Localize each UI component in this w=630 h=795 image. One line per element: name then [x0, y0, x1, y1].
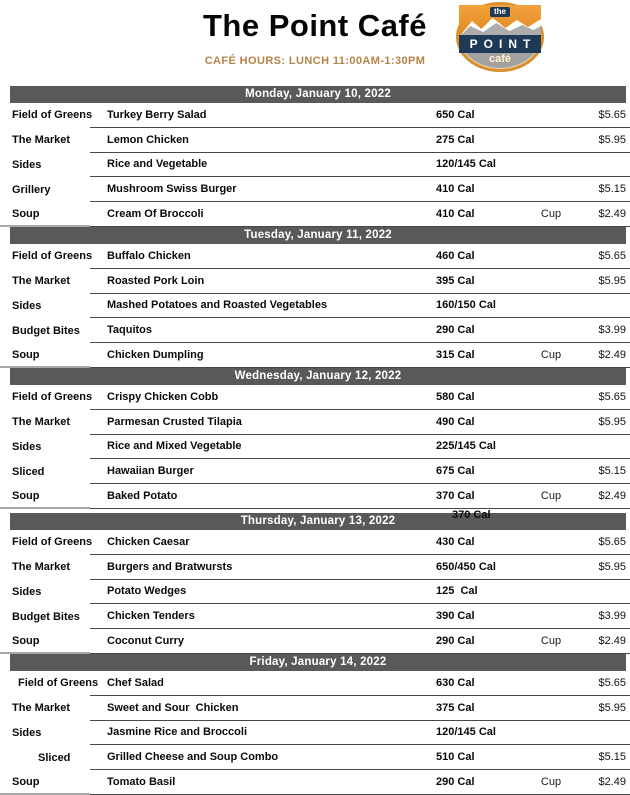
- menu-header: [0, 0, 630, 86]
- menu-row: [0, 202, 630, 227]
- price-cell: $5.65: [598, 249, 626, 262]
- cup-label: Cup: [540, 208, 562, 221]
- menu-row: [0, 745, 630, 770]
- menu-row: [0, 343, 630, 368]
- price-cell: $5.15: [598, 465, 626, 478]
- menu-row: [0, 153, 630, 178]
- menu-row: [0, 604, 630, 629]
- price-cell: $5.95: [598, 133, 626, 146]
- menu-row: [0, 128, 630, 153]
- calories-cell: 120/145 Cal: [436, 158, 496, 171]
- day-section: [0, 654, 630, 795]
- menu-row: [0, 696, 630, 721]
- clipped-row-artifact: 370 Cal: [452, 508, 491, 521]
- cafe-hours: CAFÉ HOURS: LUNCH 11:00AM-1:30PM: [204, 55, 426, 67]
- category-cell: The Market: [12, 275, 71, 288]
- menu-row: [0, 484, 630, 509]
- menu-row: [0, 770, 630, 795]
- cup-label: Cup: [540, 635, 562, 648]
- price-cell: $3.99: [598, 324, 626, 337]
- item-cell: Roasted Pork Loin: [107, 274, 205, 287]
- cup-label: Cup: [540, 490, 562, 503]
- menu-row: [0, 580, 630, 605]
- item-cell: Grilled Cheese and Soup Combo: [107, 751, 279, 764]
- price-cell: $5.65: [598, 390, 626, 403]
- calories-cell: 275 Cal: [436, 133, 475, 146]
- calories-cell: 510 Cal: [436, 751, 475, 764]
- category-cell: Sides: [12, 158, 42, 171]
- logo-point-label: POINT: [459, 35, 541, 53]
- menu-row: [0, 244, 630, 269]
- menu-row: [0, 318, 630, 343]
- calories-cell: 630 Cal: [436, 676, 475, 689]
- menu-row: [0, 721, 630, 746]
- calories-cell: 370 Cal: [436, 490, 475, 503]
- price-cell: $5.65: [598, 108, 626, 121]
- item-cell: Turkey Berry Salad: [107, 108, 207, 121]
- item-cell: Rice and Mixed Vegetable: [107, 440, 242, 453]
- item-cell: Parmesan Crusted Tilapia: [107, 415, 242, 428]
- category-cell: The Market: [12, 134, 71, 147]
- price-cell: $5.15: [598, 751, 626, 764]
- price-cell: $2.49: [598, 208, 626, 221]
- category-cell: Soup: [0, 629, 90, 654]
- menu-row: [0, 177, 630, 202]
- calories-cell: 430 Cal: [436, 535, 475, 548]
- day-header: Monday, January 10, 2022: [10, 86, 626, 103]
- calories-cell: 460 Cal: [436, 249, 475, 262]
- cup-label: Cup: [540, 349, 562, 362]
- calories-cell: 490 Cal: [436, 415, 475, 428]
- item-cell: Mushroom Swiss Burger: [107, 183, 237, 196]
- menu-row: [0, 459, 630, 484]
- menu-row: [0, 555, 630, 580]
- calories-cell: 290 Cal: [436, 324, 475, 337]
- calories-cell: 650 Cal: [436, 108, 475, 121]
- day-section: [0, 227, 630, 368]
- item-cell: Lemon Chicken: [107, 133, 189, 146]
- price-cell: $5.65: [598, 676, 626, 689]
- price-cell: $2.49: [598, 349, 626, 362]
- day-section: [0, 509, 630, 654]
- calories-cell: 580 Cal: [436, 390, 475, 403]
- category-cell: Soup: [0, 202, 90, 227]
- calories-cell: 120/145 Cal: [436, 726, 496, 739]
- item-cell: Potato Wedges: [107, 585, 187, 598]
- item-cell: Chicken Tenders: [107, 610, 195, 623]
- item-cell: Taquitos: [107, 324, 153, 337]
- day-header: Thursday, January 13, 2022: [10, 513, 626, 530]
- item-cell: Hawaiian Burger: [107, 465, 194, 478]
- logo-cafe-label: café: [488, 53, 512, 65]
- item-cell: Coconut Curry: [107, 635, 184, 648]
- calories-cell: 160/150 Cal: [436, 299, 496, 312]
- category-cell: Sides: [12, 299, 42, 312]
- menu-row: [0, 530, 630, 555]
- category-cell: Field of Greens: [12, 536, 93, 549]
- price-cell: $5.95: [598, 560, 626, 573]
- category-cell: Sliced: [38, 751, 71, 764]
- category-cell: Soup: [0, 484, 90, 509]
- item-cell: Chicken Caesar: [107, 535, 190, 548]
- category-cell: Field of Greens: [12, 250, 93, 263]
- calories-cell: 650/450 Cal: [436, 560, 496, 573]
- category-cell: Sides: [12, 726, 42, 739]
- item-cell: Buffalo Chicken: [107, 249, 191, 262]
- weekly-menu: [0, 86, 630, 795]
- category-cell: Field of Greens: [12, 391, 93, 404]
- category-cell: The Market: [12, 561, 71, 574]
- category-cell: Sides: [12, 585, 42, 598]
- day-section: [0, 368, 630, 509]
- menu-row: [0, 103, 630, 128]
- calories-cell: 125 Cal: [436, 585, 478, 598]
- item-cell: Burgers and Bratwursts: [107, 560, 233, 573]
- calories-cell: 375 Cal: [436, 701, 475, 714]
- item-cell: Cream Of Broccoli: [107, 208, 204, 221]
- item-cell: Baked Potato: [107, 490, 178, 503]
- menu-row: [0, 385, 630, 410]
- calories-cell: 290 Cal: [436, 776, 475, 789]
- item-cell: Sweet and Sour Chicken: [107, 701, 239, 714]
- calories-cell: 390 Cal: [436, 610, 475, 623]
- price-cell: $5.15: [598, 183, 626, 196]
- day-header: Wednesday, January 12, 2022: [10, 368, 626, 385]
- item-cell: Jasmine Rice and Broccoli: [107, 726, 247, 739]
- page-title: The Point Café: [202, 8, 427, 43]
- day-header: Tuesday, January 11, 2022: [10, 227, 626, 244]
- day-header: Friday, January 14, 2022: [10, 654, 626, 671]
- item-cell: Rice and Vegetable: [107, 158, 208, 171]
- category-cell: Grillery: [12, 183, 51, 196]
- item-cell: Tomato Basil: [107, 776, 176, 789]
- price-cell: $2.49: [598, 776, 626, 789]
- item-cell: Mashed Potatoes and Roasted Vegetables: [107, 299, 328, 312]
- calories-cell: 290 Cal: [436, 635, 475, 648]
- item-cell: Chef Salad: [107, 676, 164, 689]
- item-cell: Chicken Dumpling: [107, 349, 204, 362]
- cafe-logo: [456, 2, 544, 72]
- price-cell: $5.95: [598, 701, 626, 714]
- menu-row: [0, 671, 630, 696]
- price-cell: $2.49: [598, 490, 626, 503]
- category-cell: Budget Bites: [12, 610, 80, 623]
- menu-row: [0, 435, 630, 460]
- calories-cell: 315 Cal: [436, 349, 475, 362]
- menu-row: [0, 410, 630, 435]
- price-cell: $3.99: [598, 610, 626, 623]
- category-cell: Budget Bites: [12, 324, 80, 337]
- category-cell: Soup: [0, 343, 90, 368]
- menu-row: [0, 269, 630, 294]
- category-cell: The Market: [12, 702, 71, 715]
- cup-label: Cup: [540, 776, 562, 789]
- mountains-icon: [459, 15, 541, 37]
- price-cell: $5.65: [598, 535, 626, 548]
- category-cell: The Market: [12, 416, 71, 429]
- logo-the-label: the: [490, 7, 510, 17]
- category-cell: Sides: [12, 440, 42, 453]
- calories-cell: 675 Cal: [436, 465, 475, 478]
- category-cell: Field of Greens: [12, 109, 93, 122]
- calories-cell: 410 Cal: [436, 208, 475, 221]
- category-cell: Sliced: [12, 465, 45, 478]
- item-cell: Crispy Chicken Cobb: [107, 390, 219, 403]
- category-cell: Field of Greens: [18, 677, 99, 690]
- calories-cell: 395 Cal: [436, 274, 475, 287]
- price-cell: $2.49: [598, 635, 626, 648]
- menu-row: [0, 629, 630, 654]
- price-cell: $5.95: [598, 274, 626, 287]
- price-cell: $5.95: [598, 415, 626, 428]
- category-cell: Soup: [0, 770, 90, 795]
- day-section: [0, 86, 630, 227]
- menu-row: [0, 294, 630, 319]
- calories-cell: 410 Cal: [436, 183, 475, 196]
- calories-cell: 225/145 Cal: [436, 440, 496, 453]
